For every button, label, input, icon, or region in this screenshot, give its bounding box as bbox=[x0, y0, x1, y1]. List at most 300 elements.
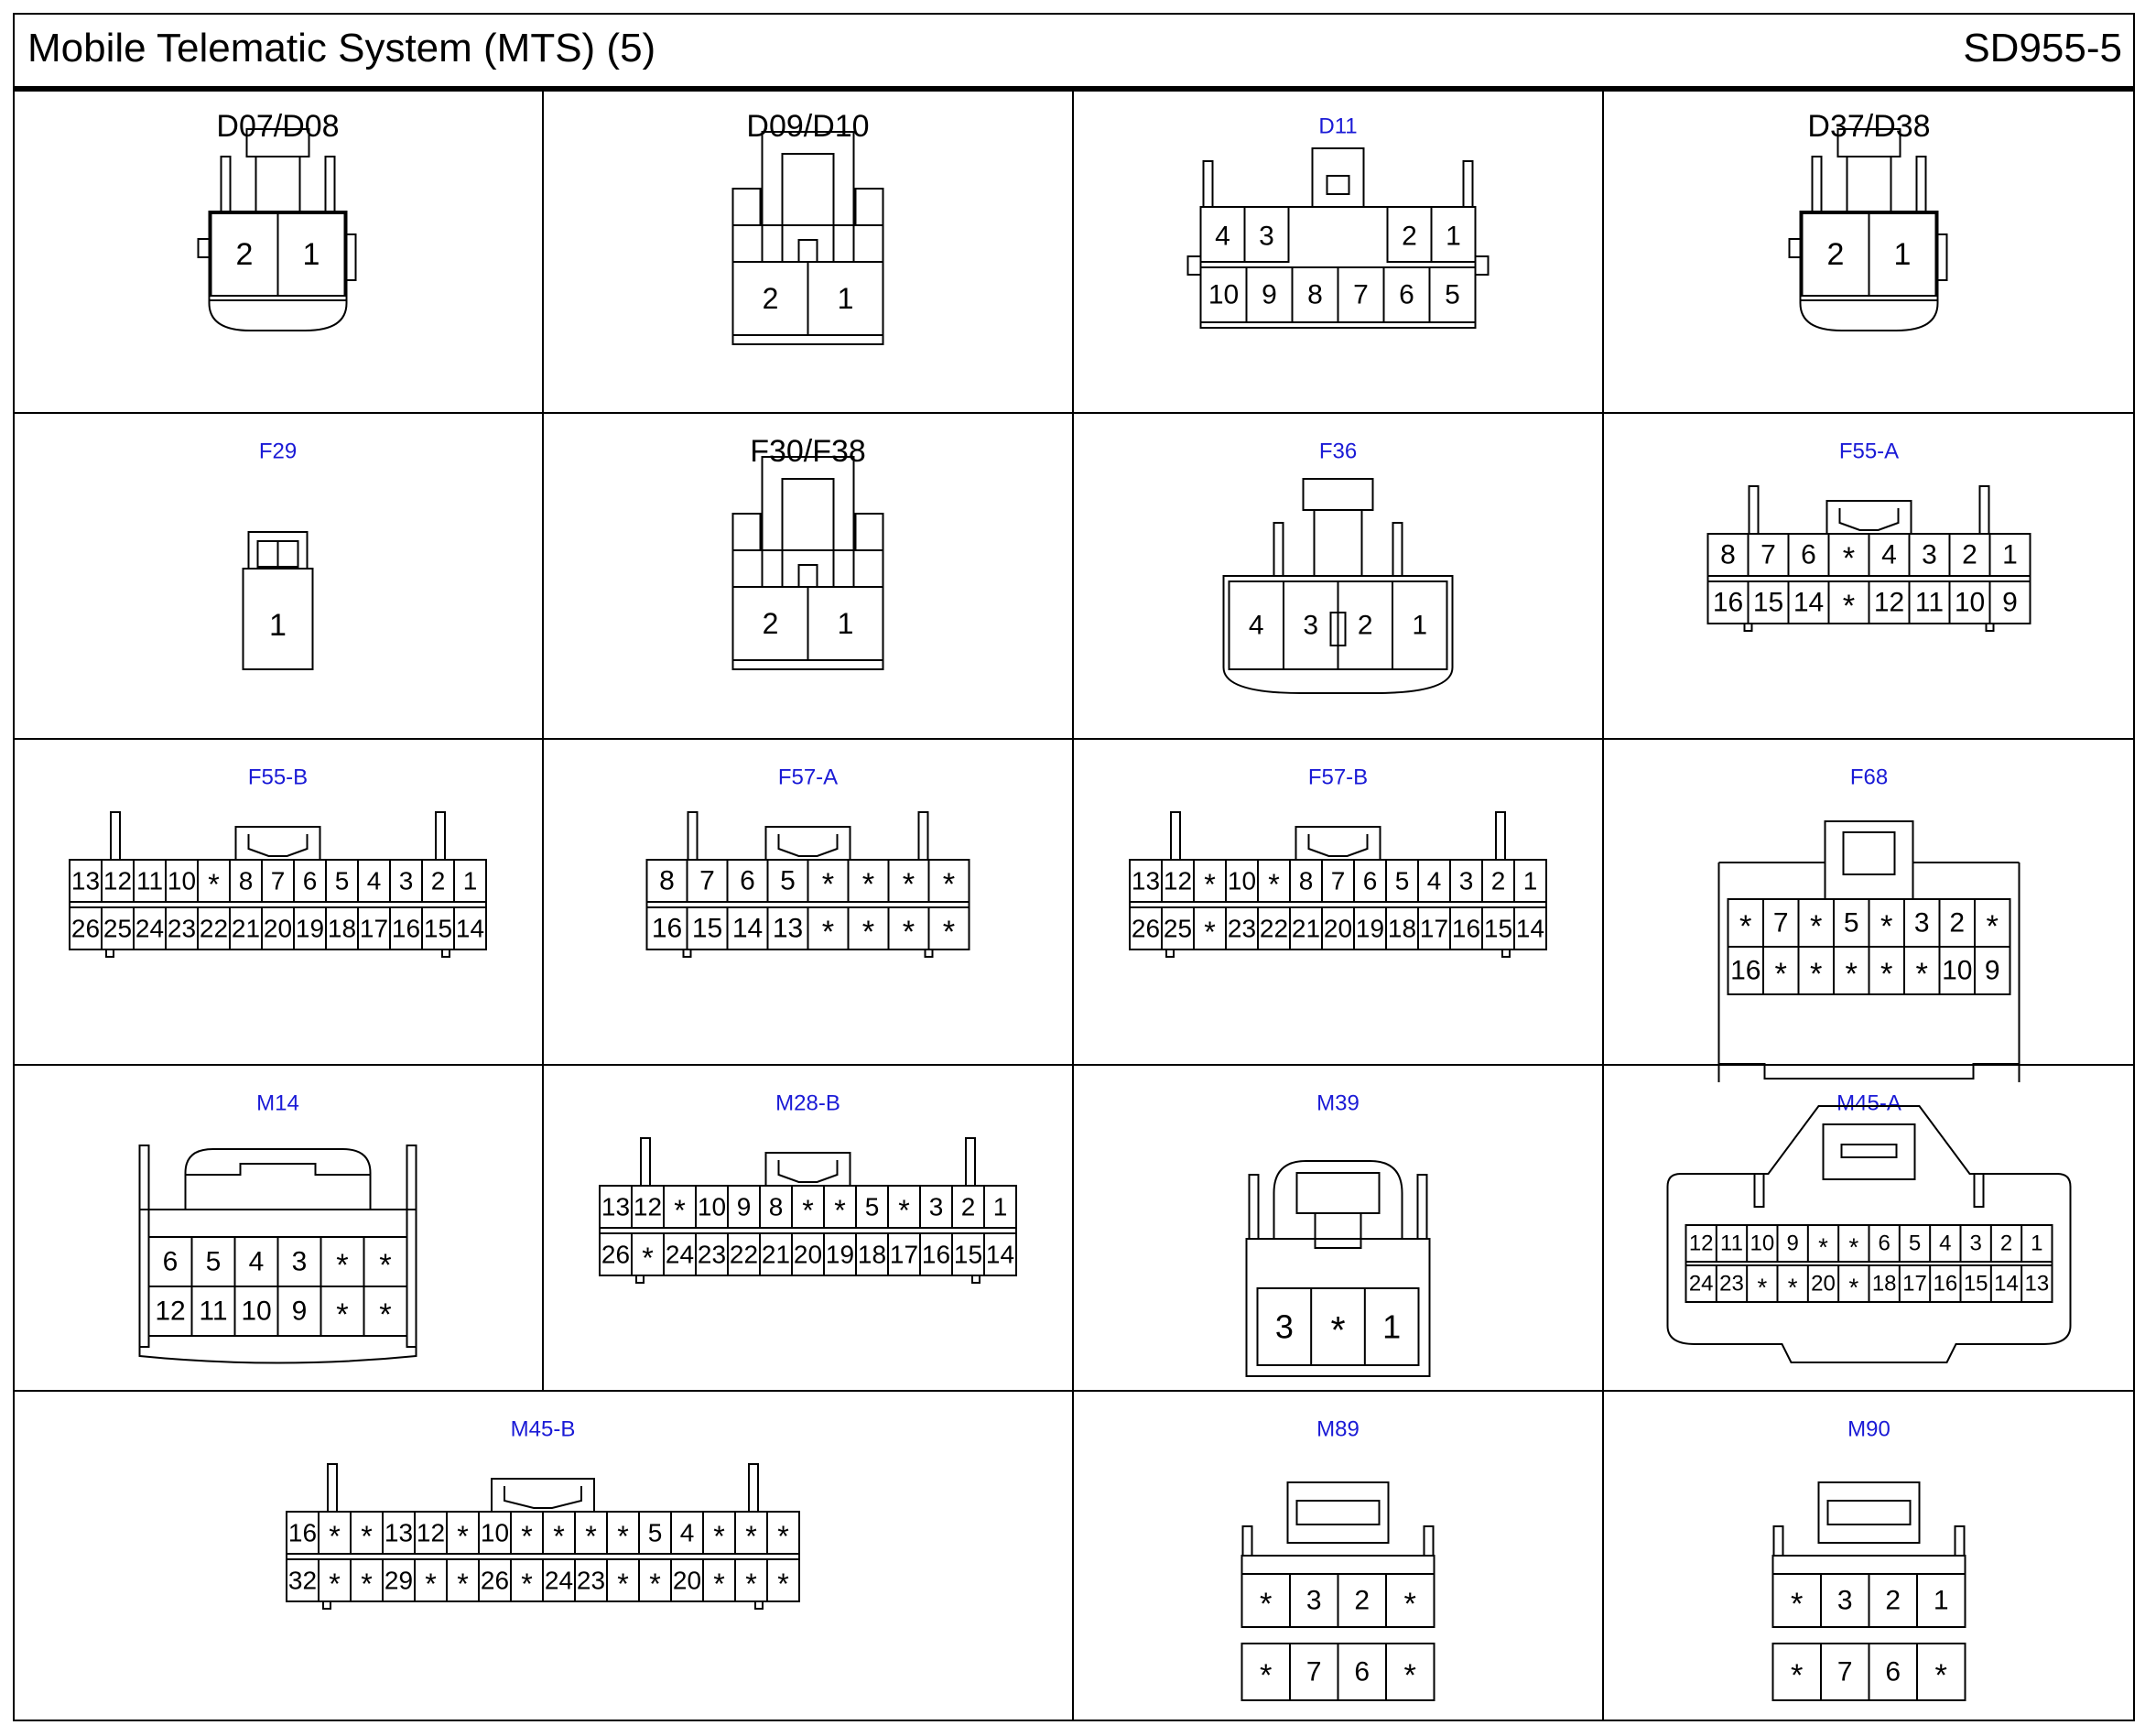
pin-14: 14 bbox=[455, 914, 485, 943]
shell-top bbox=[733, 550, 883, 587]
pin-2: 2 bbox=[960, 1192, 976, 1221]
guide-post bbox=[1204, 161, 1213, 207]
pin-7: 7 bbox=[270, 866, 286, 895]
pin-*: * bbox=[777, 1568, 789, 1600]
pin-6: 6 bbox=[302, 866, 318, 895]
pin-2: 2 bbox=[430, 866, 446, 895]
pin-6: 6 bbox=[1399, 279, 1414, 310]
pin-*: * bbox=[1848, 1273, 1859, 1302]
shell-top bbox=[1773, 1556, 1966, 1574]
pin-1: 1 bbox=[1893, 237, 1912, 272]
pin-12: 12 bbox=[416, 1518, 446, 1547]
pin-5: 5 bbox=[1394, 866, 1410, 895]
key-tab bbox=[492, 1479, 594, 1512]
pin-5: 5 bbox=[334, 866, 350, 895]
latch-pin bbox=[799, 565, 818, 587]
pin-*: * bbox=[1934, 1658, 1947, 1693]
shell-top bbox=[1242, 1556, 1435, 1574]
pin-18: 18 bbox=[857, 1240, 887, 1269]
pin-*: * bbox=[617, 1568, 629, 1600]
pin-1: 1 bbox=[2002, 539, 2018, 570]
pin-2: 2 bbox=[1490, 866, 1506, 895]
pin-21: 21 bbox=[1291, 914, 1321, 943]
pin-29: 29 bbox=[384, 1566, 414, 1595]
connector-label: M89 bbox=[1316, 1416, 1360, 1442]
pin-15: 15 bbox=[953, 1240, 983, 1269]
guide-post bbox=[1813, 157, 1822, 212]
side-latch bbox=[1790, 239, 1801, 257]
guide-post bbox=[688, 812, 698, 860]
pin-16: 16 bbox=[921, 1240, 951, 1269]
pin-15: 15 bbox=[691, 913, 723, 944]
pin-17: 17 bbox=[889, 1240, 919, 1269]
connector-d11 bbox=[1188, 114, 1489, 329]
pin-26: 26 bbox=[601, 1240, 631, 1269]
pin-number: 4 bbox=[1215, 221, 1230, 252]
pin-23: 23 bbox=[576, 1566, 606, 1595]
pin-14: 14 bbox=[1515, 914, 1545, 943]
latch-frame bbox=[763, 132, 854, 262]
pin-22: 22 bbox=[199, 914, 229, 943]
pin-10: 10 bbox=[1227, 866, 1257, 895]
connector-label: M28-B bbox=[775, 1090, 840, 1116]
pin-18: 18 bbox=[327, 914, 357, 943]
pin-number: 1 bbox=[1446, 221, 1461, 252]
pin-15: 15 bbox=[1963, 1271, 1988, 1297]
guide-post bbox=[1393, 523, 1403, 576]
connector-f68 bbox=[1719, 765, 2020, 1083]
pin-*: * bbox=[745, 1568, 757, 1600]
pin-5: 5 bbox=[1908, 1231, 1922, 1256]
pin-12: 12 bbox=[1873, 587, 1905, 618]
key-latch bbox=[779, 834, 838, 856]
latch-head bbox=[1304, 479, 1373, 510]
pin-16: 16 bbox=[651, 913, 683, 944]
guide-post bbox=[1755, 1174, 1764, 1207]
pin-7: 7 bbox=[1353, 279, 1369, 310]
pin-25: 25 bbox=[103, 914, 133, 943]
shell-top bbox=[733, 225, 883, 262]
pin-16: 16 bbox=[1933, 1271, 1958, 1297]
pin-*: * bbox=[1842, 541, 1856, 576]
pin-*: * bbox=[898, 1194, 910, 1227]
pin-20: 20 bbox=[672, 1566, 702, 1595]
side-latch bbox=[1188, 256, 1201, 275]
pin-*: * bbox=[425, 1568, 437, 1600]
pin-14: 14 bbox=[731, 913, 764, 944]
pin-*: * bbox=[1818, 1232, 1828, 1262]
pin-*: * bbox=[617, 1520, 629, 1553]
guide-post bbox=[1774, 1526, 1783, 1556]
pin-10: 10 bbox=[1208, 279, 1240, 310]
pin-*: * bbox=[336, 1297, 349, 1332]
guide-post bbox=[1917, 157, 1926, 212]
pin-6: 6 bbox=[1878, 1231, 1890, 1256]
pin-20: 20 bbox=[1323, 914, 1353, 943]
connector-m28-b bbox=[600, 1091, 1016, 1284]
pin-*: * bbox=[1845, 957, 1858, 992]
pin-19: 19 bbox=[1355, 914, 1385, 943]
pin-24: 24 bbox=[544, 1566, 574, 1595]
pin-15: 15 bbox=[1483, 914, 1513, 943]
pin-4: 4 bbox=[1881, 539, 1897, 570]
connector-f55-a bbox=[1708, 439, 2031, 632]
pin-23: 23 bbox=[697, 1240, 727, 1269]
connector-label: F30/F38 bbox=[750, 434, 866, 469]
pin-9: 9 bbox=[291, 1296, 308, 1327]
pin-*: * bbox=[642, 1242, 654, 1275]
pin-*: * bbox=[1268, 868, 1280, 901]
pin-26: 26 bbox=[1131, 914, 1161, 943]
pin-*: * bbox=[821, 867, 835, 902]
pin-14: 14 bbox=[1994, 1271, 2019, 1297]
pin-*: * bbox=[1880, 957, 1893, 992]
pin-6: 6 bbox=[740, 865, 755, 896]
pin-*: * bbox=[379, 1297, 392, 1332]
guide-post bbox=[328, 1464, 337, 1512]
connector-m45-b bbox=[287, 1417, 799, 1610]
lock-foot bbox=[755, 1601, 763, 1609]
pin-12: 12 bbox=[633, 1192, 663, 1221]
latch-window bbox=[783, 479, 834, 587]
guide-post bbox=[1250, 1175, 1259, 1239]
pin-16: 16 bbox=[391, 914, 421, 943]
pin-*: * bbox=[942, 915, 956, 949]
pin-3: 3 bbox=[1458, 866, 1474, 895]
connector-label: M45-A bbox=[1836, 1090, 1901, 1116]
pin-1: 1 bbox=[1382, 1307, 1402, 1346]
pin-18: 18 bbox=[1387, 914, 1417, 943]
guide-post bbox=[641, 1138, 650, 1186]
pin-22: 22 bbox=[729, 1240, 759, 1269]
pin-4: 4 bbox=[1939, 1231, 1952, 1256]
pin-*: * bbox=[1739, 909, 1752, 944]
pin-3: 3 bbox=[1913, 907, 1930, 939]
pin-24: 24 bbox=[135, 914, 165, 943]
grid-lines bbox=[13, 88, 2135, 1721]
pin-10: 10 bbox=[697, 1192, 727, 1221]
pin-7: 7 bbox=[1760, 539, 1776, 570]
pin-9: 9 bbox=[2002, 587, 2018, 618]
pin-*: * bbox=[457, 1568, 469, 1600]
pin-8: 8 bbox=[659, 865, 675, 896]
pin-5: 5 bbox=[647, 1518, 663, 1547]
pin-20: 20 bbox=[263, 914, 293, 943]
key-latch bbox=[1327, 176, 1349, 194]
connector-label: F29 bbox=[258, 439, 298, 464]
pin-2: 2 bbox=[1999, 1231, 2013, 1256]
pin-13: 13 bbox=[70, 866, 101, 895]
pin-6: 6 bbox=[162, 1246, 179, 1277]
pin-17: 17 bbox=[1902, 1271, 1927, 1297]
pin-9: 9 bbox=[1262, 279, 1277, 310]
pin-*: * bbox=[1757, 1273, 1768, 1302]
pin-17: 17 bbox=[1419, 914, 1449, 943]
pin-24: 24 bbox=[1688, 1271, 1714, 1297]
key-frame bbox=[1819, 1482, 1920, 1543]
pin-1: 1 bbox=[837, 607, 854, 640]
pin-10: 10 bbox=[1750, 1231, 1775, 1256]
pin-11: 11 bbox=[1720, 1231, 1743, 1256]
pin-*: * bbox=[861, 867, 875, 902]
pin-9: 9 bbox=[1984, 955, 2000, 986]
guide-post bbox=[1418, 1175, 1427, 1239]
pin-3: 3 bbox=[291, 1246, 308, 1277]
connector-d07-d08 bbox=[199, 109, 356, 331]
pin-16: 16 bbox=[1712, 587, 1744, 618]
pin-10: 10 bbox=[167, 866, 197, 895]
pin-4: 4 bbox=[679, 1518, 695, 1547]
pin-5: 5 bbox=[1445, 279, 1460, 310]
pin-*: * bbox=[361, 1520, 373, 1553]
side-latch bbox=[1476, 256, 1489, 275]
pin-*: * bbox=[379, 1248, 392, 1283]
key-latch bbox=[1840, 508, 1899, 530]
lock-foot bbox=[106, 949, 114, 957]
key-latch bbox=[1828, 1501, 1911, 1524]
pin-3: 3 bbox=[1969, 1231, 1982, 1256]
page-header bbox=[13, 13, 2135, 92]
pin-*: * bbox=[1810, 957, 1823, 992]
guide-post bbox=[749, 1464, 758, 1512]
connector-label: D37/D38 bbox=[1807, 109, 1931, 144]
pin-2: 2 bbox=[1962, 539, 1977, 570]
key-latch bbox=[1316, 1213, 1361, 1248]
shell-bottom bbox=[1719, 1064, 2020, 1079]
pin-23: 23 bbox=[1719, 1271, 1744, 1297]
guide-post bbox=[1496, 812, 1505, 860]
lock-foot bbox=[636, 1275, 644, 1283]
pin-13: 13 bbox=[384, 1518, 414, 1547]
pin-12: 12 bbox=[1688, 1231, 1714, 1256]
pin-13: 13 bbox=[1131, 866, 1161, 895]
guide-post bbox=[1171, 812, 1180, 860]
pin-17: 17 bbox=[359, 914, 389, 943]
pin-6: 6 bbox=[1354, 1656, 1370, 1687]
connector-f57-a bbox=[647, 765, 970, 958]
guide-post bbox=[1243, 1526, 1252, 1556]
pin-25: 25 bbox=[1163, 914, 1193, 943]
pin-*: * bbox=[1403, 1587, 1416, 1622]
connector-d09-d10 bbox=[733, 109, 883, 344]
pin-*: * bbox=[553, 1520, 565, 1553]
connector-label: M39 bbox=[1316, 1090, 1360, 1116]
pin-6: 6 bbox=[1801, 539, 1816, 570]
side-latch bbox=[199, 239, 210, 257]
connector-body bbox=[1247, 1239, 1430, 1376]
guide-post bbox=[1750, 486, 1759, 534]
pin-*: * bbox=[1204, 868, 1216, 901]
guide-post bbox=[222, 157, 231, 212]
pin-7: 7 bbox=[699, 865, 715, 896]
pin-23: 23 bbox=[1227, 914, 1257, 943]
pin-20: 20 bbox=[1811, 1271, 1836, 1297]
pin-*: * bbox=[834, 1194, 846, 1227]
pin-1: 1 bbox=[837, 282, 854, 315]
key-latch bbox=[1309, 834, 1368, 856]
pin-4: 4 bbox=[1426, 866, 1442, 895]
pin-13: 13 bbox=[772, 913, 804, 944]
connector-label: F68 bbox=[1849, 765, 1889, 790]
pin-2: 2 bbox=[1354, 1585, 1370, 1616]
key-latch bbox=[1297, 1501, 1380, 1524]
pin-3: 3 bbox=[398, 866, 414, 895]
pin-12: 12 bbox=[103, 866, 133, 895]
pin-4: 4 bbox=[248, 1246, 265, 1277]
pin-26: 26 bbox=[480, 1566, 510, 1595]
pin-2: 2 bbox=[762, 282, 779, 315]
pin-*: * bbox=[1791, 1658, 1804, 1693]
guide-post bbox=[326, 157, 335, 212]
pin-2: 2 bbox=[1826, 237, 1845, 272]
pin-23: 23 bbox=[167, 914, 197, 943]
pin-10: 10 bbox=[241, 1296, 272, 1327]
latch-stem bbox=[1847, 157, 1891, 212]
pin-*: * bbox=[674, 1194, 686, 1227]
pin-4: 4 bbox=[366, 866, 382, 895]
pin-16: 16 bbox=[1451, 914, 1481, 943]
guide-post bbox=[140, 1145, 149, 1347]
pin-*: * bbox=[1774, 957, 1787, 992]
pin-10: 10 bbox=[1954, 587, 1986, 618]
connector-f29 bbox=[244, 439, 313, 670]
connector-f57-b bbox=[1130, 765, 1546, 958]
pin-13: 13 bbox=[2024, 1271, 2050, 1297]
pin-6: 6 bbox=[1362, 866, 1378, 895]
pin-3: 3 bbox=[1303, 610, 1319, 641]
pin-12: 12 bbox=[1163, 866, 1193, 895]
guide-post bbox=[1975, 1174, 1984, 1207]
connector-label: M45-B bbox=[510, 1416, 576, 1442]
pin-24: 24 bbox=[665, 1240, 695, 1269]
pin-*: * bbox=[1260, 1658, 1273, 1693]
connector-label: F36 bbox=[1318, 439, 1358, 464]
pin-1: 1 bbox=[2031, 1231, 2043, 1256]
pin-2: 2 bbox=[1949, 907, 1966, 939]
pin-1: 1 bbox=[1522, 866, 1538, 895]
guide-post bbox=[1955, 1526, 1965, 1556]
pin-5: 5 bbox=[1843, 907, 1859, 939]
pin-*: * bbox=[1791, 1587, 1804, 1622]
pin-11: 11 bbox=[1914, 587, 1945, 618]
pin-1: 1 bbox=[1412, 610, 1428, 641]
key-latch bbox=[1297, 1173, 1380, 1213]
pin-number: 2 bbox=[1402, 221, 1417, 252]
connector-f36 bbox=[1224, 439, 1453, 694]
pin-3: 3 bbox=[928, 1192, 944, 1221]
pin-14: 14 bbox=[1793, 587, 1825, 618]
pin-11: 11 bbox=[135, 866, 164, 895]
key-latch bbox=[1824, 1124, 1915, 1179]
pin-*: * bbox=[1842, 589, 1856, 624]
pin-19: 19 bbox=[825, 1240, 855, 1269]
pin-*: * bbox=[1880, 909, 1893, 944]
pin-*: * bbox=[361, 1568, 373, 1600]
pin-*: * bbox=[1787, 1273, 1798, 1302]
pin-8: 8 bbox=[1720, 539, 1736, 570]
connector-label: M90 bbox=[1847, 1416, 1890, 1442]
guide-post bbox=[1464, 161, 1473, 207]
pin-16: 16 bbox=[287, 1518, 318, 1547]
pin-1: 1 bbox=[462, 866, 478, 895]
pin-21: 21 bbox=[231, 914, 261, 943]
page-title: Mobile Telematic System (MTS) (5) bbox=[27, 26, 656, 71]
lock-foot bbox=[972, 1275, 980, 1283]
pin-7: 7 bbox=[1836, 1656, 1853, 1687]
pin-*: * bbox=[1986, 909, 1999, 944]
pin-7: 7 bbox=[1330, 866, 1346, 895]
key-slot bbox=[1842, 1145, 1897, 1157]
latch-frame bbox=[763, 457, 854, 587]
pin-3: 3 bbox=[1922, 539, 1937, 570]
key-latch bbox=[504, 1486, 581, 1508]
pin-*: * bbox=[649, 1568, 661, 1600]
lock-foot bbox=[1987, 624, 1994, 631]
lock-foot bbox=[323, 1601, 330, 1609]
pin-2: 2 bbox=[235, 237, 254, 272]
pin-*: * bbox=[1260, 1587, 1273, 1622]
pin-*: * bbox=[585, 1520, 597, 1553]
guide-post bbox=[407, 1145, 417, 1347]
pin-3: 3 bbox=[1274, 1307, 1294, 1346]
connector-label: D11 bbox=[1318, 114, 1358, 139]
pin-9: 9 bbox=[736, 1192, 752, 1221]
pin-20: 20 bbox=[793, 1240, 823, 1269]
pin-8: 8 bbox=[1307, 279, 1323, 310]
pin-8: 8 bbox=[238, 866, 254, 895]
pin-*: * bbox=[713, 1520, 725, 1553]
pin-14: 14 bbox=[985, 1240, 1015, 1269]
pin-*: * bbox=[1848, 1232, 1859, 1262]
pin-*: * bbox=[1810, 909, 1823, 944]
page-code: SD955-5 bbox=[1963, 26, 2122, 71]
pin-5: 5 bbox=[780, 865, 796, 896]
guide-post bbox=[1980, 486, 1989, 534]
pin-*: * bbox=[1403, 1658, 1416, 1693]
pin-*: * bbox=[329, 1520, 341, 1553]
connector-label: D09/D10 bbox=[746, 109, 870, 144]
guide-post bbox=[111, 812, 120, 860]
pin-21: 21 bbox=[761, 1240, 791, 1269]
connector-label: D07/D08 bbox=[216, 109, 340, 144]
pin-*: * bbox=[745, 1520, 757, 1553]
pin-12: 12 bbox=[155, 1296, 186, 1327]
lock-foot bbox=[926, 949, 933, 957]
connector-label: F55-A bbox=[1838, 439, 1900, 464]
lock-foot bbox=[1502, 949, 1510, 957]
pin-2: 2 bbox=[762, 607, 779, 640]
key-latch bbox=[186, 1164, 371, 1210]
guide-post bbox=[436, 812, 445, 860]
pin-2: 2 bbox=[1885, 1585, 1901, 1616]
connector-d37-d38 bbox=[1790, 109, 1947, 331]
guide-post bbox=[919, 812, 928, 860]
pin-6: 6 bbox=[1885, 1656, 1901, 1687]
pin-*: * bbox=[457, 1520, 469, 1553]
guide-post bbox=[966, 1138, 975, 1186]
lock-foot bbox=[1166, 949, 1174, 957]
pin-19: 19 bbox=[295, 914, 325, 943]
connector-grid bbox=[13, 88, 2135, 1721]
key-frame bbox=[1288, 1482, 1389, 1543]
pin-1: 1 bbox=[302, 237, 320, 272]
pin-*: * bbox=[777, 1520, 789, 1553]
pin-*: * bbox=[1204, 916, 1216, 949]
connector-m14 bbox=[140, 1091, 417, 1363]
pin-*: * bbox=[802, 1194, 814, 1227]
key-latch bbox=[1844, 832, 1895, 874]
pin-9: 9 bbox=[1786, 1231, 1799, 1256]
